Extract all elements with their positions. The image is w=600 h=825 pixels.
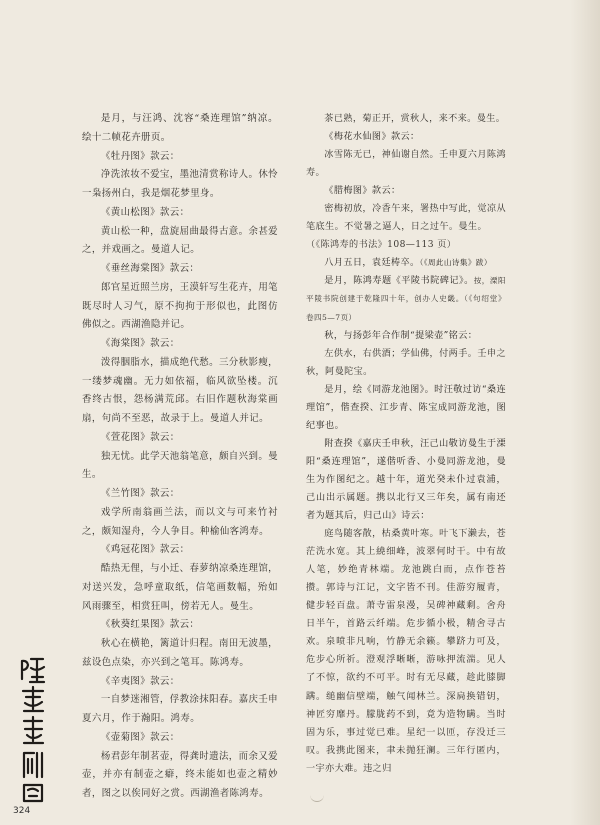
right-column — [306, 110, 506, 778]
inscription: 左供水，右供酒；学仙佛，付两手。壬申之秋，阿曼陀宝。 — [306, 348, 506, 377]
caption-title: 《牡丹图》款云： — [100, 150, 180, 162]
caption-title: 《萱花图》款云： — [100, 431, 180, 443]
inscription: 冰雪陈无已，神仙谢自然。壬申夏六月陈鸿寿。 — [306, 150, 506, 179]
inscription: 黄山松一种，盘旋屈曲最得古意。余甚爱之，并戏画之。曼道人记。 — [82, 225, 278, 256]
poem: 庭鸟随客散，枯桑黄叶寒。叶飞下濑去，苍茫洗水宽。其上繞细峰，波翠何时干。中有故人笔，妙绝青林端。龙池跳白而，点作苍苔攒。郭诗与江记，文字皆不刊。佳游穷履青，健步轻百盘。萧寺雷泉漫，吴碑神藏剩。舍舟日半午，首路云纤端。危步循小极，精舍寻古欢。泉喷非凡响，竹静无余籁。攀跻力可及，危步心所祈。澄观浮晰晰，游咏押流湍。见人了不惊，欲约不可平。时有无尽藏，趁此膝脚蹒。缒幽信壁端，触气闻林兰。深扃换错钥，神匠穷靡丹。朦胧药不到，竟为造物瞒。当时固为乐，事过觉已难。星纪一以匝，存没迁三叹。我携此图来，聿未抛狂澜。三年行匿内，一宇亦大难。违之归 — [306, 529, 506, 774]
inscription: 郎官星近照兰房，王漠轩写生花卉，用笔既尽时人习气，原不拘拘于形似也，此图仿佛似之。西湖渔隐并记。 — [82, 281, 278, 331]
caption-title: 《海棠图》款云： — [100, 338, 180, 349]
inscription: 独无忧。此学天池翁笔意，颇自兴到。曼生。 — [82, 450, 278, 481]
bottom-ornament — [310, 795, 324, 802]
caption-title: 《黄山松图》款云： — [100, 206, 190, 218]
paragraph — [306, 272, 506, 326]
inscription: 一自梦迷湘管，俘教涂抹阳春。嘉庆壬申夏六月，作于瀚阳。鸿寿。 — [82, 694, 278, 724]
paragraph — [306, 254, 506, 272]
paragraph-note: （《周此山诗集》跋） — [419, 258, 492, 268]
inscription: 杨君彭年制茗壶，得龚时遗法，而余又爱壶，并亦有制壶之癖，终未能如也壶之精妙者，图之以俟同好之赏。西湖渔者陈鸿寿。 — [82, 750, 278, 799]
inscription: 净洗浓妆不爱宝，墨池清赏称诗人。休怜一枭扬州白，我是烟花梦里身。 — [82, 169, 278, 199]
paragraph: 是月，绘《同游龙池图》。时汪敬过访“桑连理馆”，偕查揆、江步青、陈宝成同游龙池，图纪事也。 — [306, 384, 506, 431]
page-fold-shadow — [570, 0, 600, 825]
paragraph: 秋，与扬彭年合作制“提梁壶”铭云： — [324, 330, 478, 341]
caption-title: 《辛夷图》款云： — [100, 675, 180, 687]
page-number: 324 — [13, 806, 31, 816]
caption-title: 《秋葵红果图》款云： — [100, 619, 200, 631]
inscription: 茶已熟，菊正开，赏秋人，来不来。曼生。 — [324, 114, 506, 124]
caption-title: 《兰竹图》款云： — [100, 488, 180, 499]
paragraph: 附查揆《嘉庆壬申秋，汪己山敬访曼生于溧阳“桑连理馆”，遂偕听香、小曼同游龙池，曼生为作图纪之。越十年，道光癸未仆过袁浦，己山出示属题。携以北行又三年矣，属有南还者为题其后，归己山》诗云： — [306, 438, 506, 522]
caption-title: 《鸡冠花图》款云： — [100, 544, 190, 556]
calligraphy-seal-icon — [18, 655, 48, 803]
inscription: 秋心在横艳，篱道计归程。南田无波墨，兹设色点染，亦兴到之笔耳。陈鸿寿。 — [82, 638, 278, 668]
paragraph-text: 八月五日，袁廷梼卒。 — [324, 258, 420, 269]
source-reference: （《陈鸿寿的书法》108—113 页） — [306, 240, 457, 251]
caption-title: 《壶菊图》款云： — [100, 731, 180, 743]
caption-title: 《垂丝海棠图》款云： — [100, 263, 200, 274]
inscription: 密梅初放，冷香午来，署热中写此，觉凉从笔底生。不觉暑之逼人，日之过午。曼生。 — [306, 204, 506, 233]
paragraph-text: 是月，陈鸿寿题《平陵书院碑记》。 — [324, 276, 474, 287]
inscription: 酷热无俚，与小迁、春萝纳凉桑连理馆，对送兴发，急呼童取纸，信笔画数幅，殆如风雨骤至，相赏狂叫，傍若无人。曼生。 — [82, 563, 278, 612]
paragraph: 是月，与汪鸿、沈容“桑连理馆”纳凉。绘十二帧花卉册页。 — [82, 113, 278, 143]
caption-title: 《腊梅图》款云： — [324, 186, 401, 197]
inscription: 戏学所南翁画兰法，而以文与可来竹衬之，颇知湿舟，今人争目。种榆仙客鸿寿。 — [82, 506, 278, 537]
caption-title: 《梅花水仙图》款云： — [324, 132, 420, 143]
left-column — [82, 110, 278, 804]
inscription: 泼得胭脂水，描成绝代愁。三分秋影瘦，一缕梦魂幽。无力如依福，临风欲坠楼。沉香终古恨，怨杨满荒邱。右旧作题秋海棠画扇，句尚不至恶，故录于上。曼道人并记。 — [82, 356, 278, 424]
paragraph-note: 按，溧阳平陵书院创建于乾隆四十年，创办人史畿。（《句绍堂》卷四5—7页） — [306, 276, 506, 322]
